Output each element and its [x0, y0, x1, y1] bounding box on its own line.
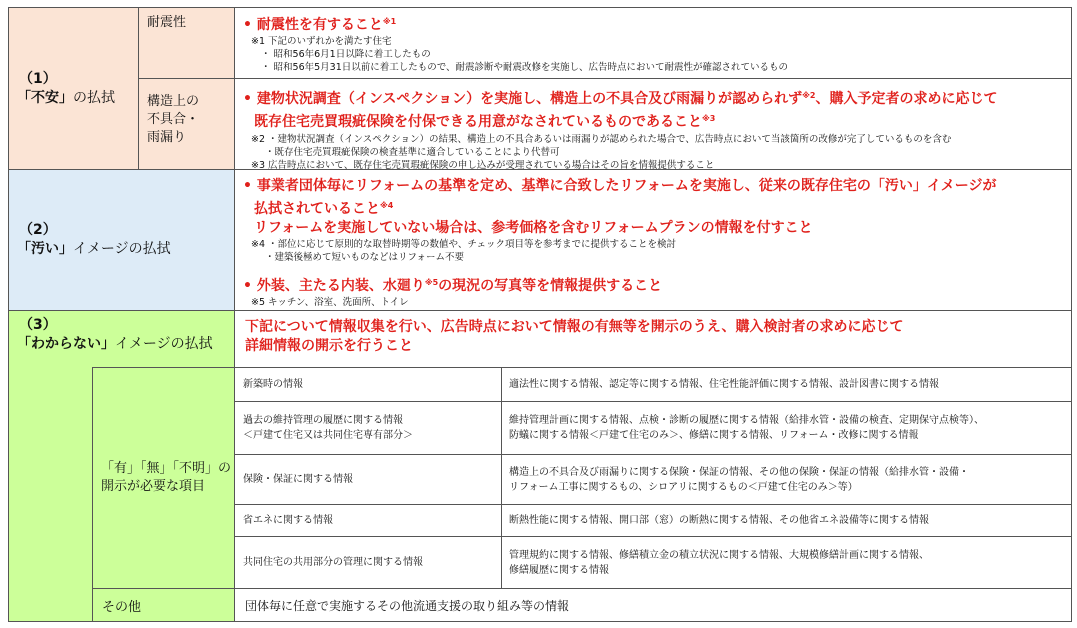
note-2: ※2 ・建物状況調査（インスペクション）の結果、構造上の不具合あるいは雨漏りが認められた場合で、広告時点において当該箇所の改修が完了しているものを含む	[251, 134, 952, 145]
row-left-insurance: 保険・保証に関する情報	[234, 454, 502, 505]
note-1-item: ・ 昭和56年6月1日以降に着工したもの	[261, 49, 431, 60]
row-left-common-area: 共同住宅の共用部分の管理に関する情報	[234, 536, 502, 589]
subsection-structure-label: 構造上の 不具合・ 雨漏り	[138, 78, 235, 170]
structure-bullet: • 建物状況調査（インスペクション）を実施し、構造上の不具合及び雨漏りが認められず$^{※2}$、購入予定者の求めに応じて 既存住宅売買瑕疵保険を付保できる用意がなされているものであること$^{※3}$	[243, 91, 998, 130]
photo-bullet: • 外装、主たる内装、水廻り$^{※5}$の現況の写真等を情報提供すること	[243, 278, 663, 294]
section-3-number: （3）	[19, 317, 57, 333]
section-2-number: （2）	[19, 222, 57, 238]
seismic-bullet: • 耐震性を有すること$^{※1}$	[243, 17, 397, 33]
row-right-energy: 断熱性能に関する情報、開口部（窓）の断熱に関する情報、その他省エネ設備等に関する情報	[501, 504, 1072, 537]
row-right-common-area: 管理規約に関する情報、修繕積立金の積立状況に関する情報、大規模修繕計画に関する情報、 修繕履歴に関する情報	[501, 536, 1072, 589]
row-left-energy: 省エネに関する情報	[234, 504, 502, 537]
reform-bullet: • 事業者団体毎にリフォームの基準を定め、基準に合致したリフォームを実施し、従来の既存住宅の「汚い」イメージが 払拭されていること$^{※4}$ リフォームを実施していない場合は、参考価格を含むリフォームプランの情報を付すこと	[243, 178, 997, 236]
row-left-maintenance: 過去の維持管理の履歴に関する情報 ＜戸建て住宅又は共同住宅専有部分＞	[234, 401, 502, 455]
other-text: 団体毎に任意で実施するその他流通支援の取り組み等の情報	[234, 588, 1072, 622]
other-label: その他	[92, 588, 235, 622]
section-3-header-line: 下記について情報収集を行い、広告時点において情報の有無等を開示のうえ、購入検討者の求めに応じて	[245, 319, 904, 335]
info-table	[8, 7, 1072, 622]
section-1-title: 「不安」の払拭	[17, 89, 115, 106]
section-3-header-line: 詳細情報の開示を行うこと	[245, 338, 413, 354]
note-5: ※5 キッチン、浴室、洗面所、トイレ	[251, 297, 409, 308]
row-right-newbuild: 適法性に関する情報、認定等に関する情報、住宅性能評価に関する情報、設計図書に関する情報	[501, 367, 1072, 402]
section-2-label	[8, 169, 235, 311]
note-1-head: ※1 下記のいずれかを満たす住宅	[251, 36, 392, 47]
row-left-newbuild: 新築時の情報	[234, 367, 502, 402]
section-3-title: 「わからない」イメージの払拭	[17, 336, 213, 352]
subsection-structure-content	[234, 78, 1072, 170]
note-3: ※3 広告時点において、既存住宅売買瑕疵保険の申し込みが受理されている場合はその旨を情報提供すること	[251, 160, 715, 170]
section-2-title: 「汚い」イメージの払拭	[17, 241, 171, 257]
section-1-number: （1）	[19, 70, 57, 87]
section-2-content	[234, 169, 1072, 311]
section-1-label	[8, 7, 139, 170]
subsection-seismic-label: 耐震性	[138, 7, 235, 79]
note-4-item: ・建築後極めて短いものなどはリフォーム不要	[265, 252, 465, 263]
row-right-maintenance: 維持管理計画に関する情報、点検・診断の履歴に関する情報（給排水管・設備の検査、定期保守点検等）、 防蟻に関する情報＜戸建て住宅のみ＞、修繕に関する情報、リフォーム・改修に関する情報	[501, 401, 1072, 455]
note-1-item: ・ 昭和56年5月31日以前に着工したもので、耐震診断や耐震改修を実施し、広告時点において耐震性が確認されているもの	[261, 62, 789, 73]
subsection-seismic-content	[234, 7, 1072, 79]
note-2-item: ・既存住宅売買瑕疵保険の検査基準に適合していることにより代替可	[265, 147, 560, 158]
section-3-label	[9, 316, 243, 362]
disclosure-group-label: 「有」「無」「不明」の 開示が必要な項目	[92, 367, 235, 589]
section-3-header	[234, 310, 1072, 368]
row-right-insurance: 構造上の不具合及び雨漏りに関する保険・保証の情報、その他の保険・保証の情報（給排水管・設備・ リフォーム工事に関するもの、シロアリに関するもの＜戸建て住宅のみ＞等）	[501, 454, 1072, 505]
note-4: ※4 ・部位に応じて原則的な取替時期等の数値や、チェック項目等を参考までに提供することを検討	[251, 239, 677, 250]
